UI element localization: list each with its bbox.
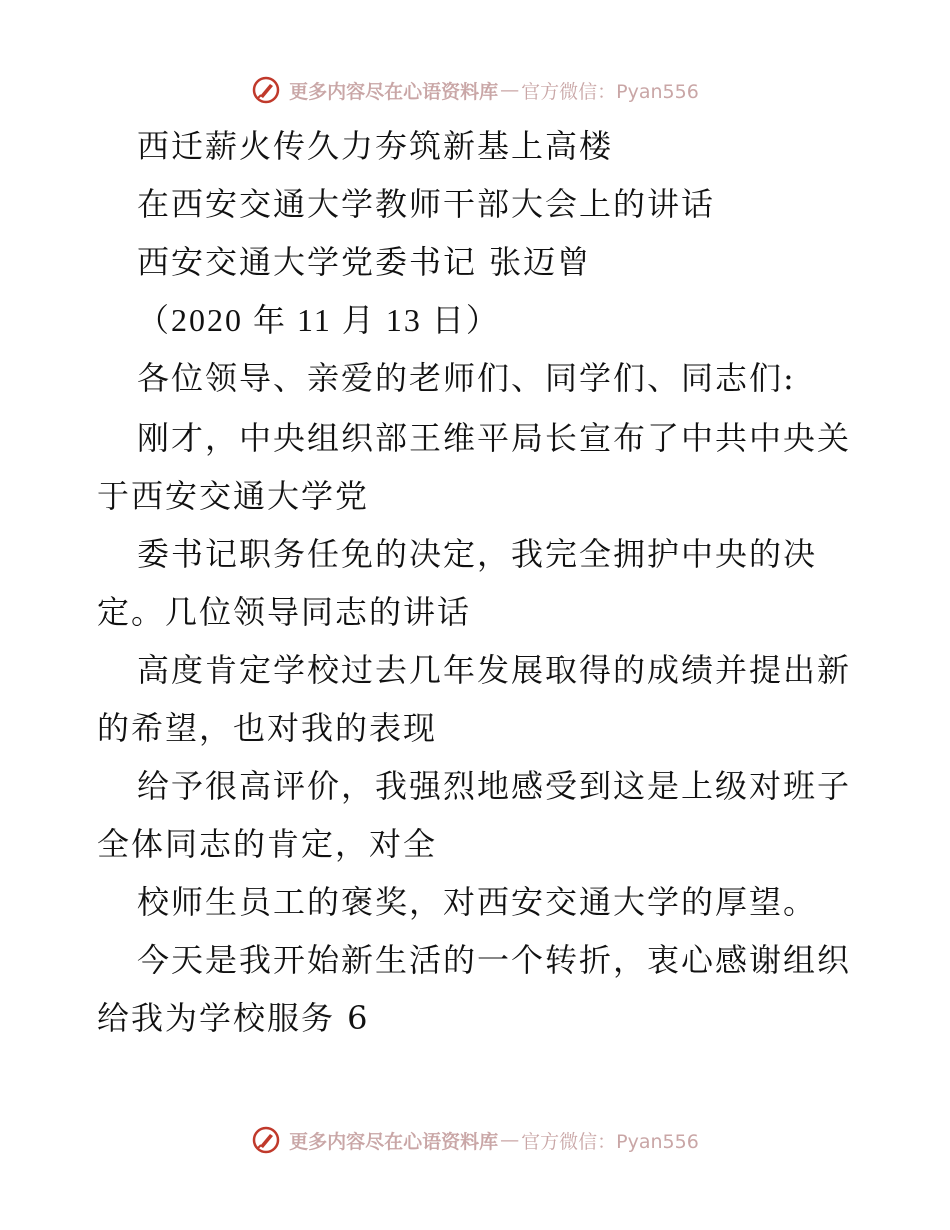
quill-logo-icon [251,75,281,105]
paragraph-line: 给予很高评价，我强烈地感受到这是上级对班子 [137,767,852,805]
banner-main-text: 更多内容尽在心语资料库 [289,80,499,103]
document-subtitle: 在西安交通大学教师干部大会上的讲话 [137,185,716,223]
paragraph-line: 定。几位领导同志的讲话 [97,593,472,631]
paragraph-line: 给我为学校服务 6 [97,999,370,1037]
banner-main-text: 更多内容尽在心语资料库 [289,1130,499,1153]
paragraph-line: 高度肯定学校过去几年发展取得的成绩并提出新 [137,651,852,689]
paragraph-line: 刚才，中央组织部王维平局长宣布了中共中央关 [137,419,852,457]
document-title: 西迁薪火传久力夯筑新基上高楼 [137,127,614,165]
paragraph-line: 今天是我开始新生活的一个转折，衷心感谢组织 [137,941,852,979]
paragraph-line: 于西安交通大学党 [97,477,370,515]
paragraph-line: 的希望，也对我的表现 [97,709,438,747]
paragraph-line: 校师生员工的褒奖，对西安交通大学的厚望。 [137,883,818,921]
document-author: 西安交通大学党委书记 张迈曾 [137,243,592,281]
paragraph-line: 委书记职务任免的决定，我完全拥护中央的决 [137,535,818,573]
document-date: （2020 年 11 月 13 日） [137,302,500,338]
quill-logo-icon [251,1125,281,1155]
banner-separator: — [500,79,520,101]
document-salutation: 各位领导、亲爱的老师们、同学们、同志们: [137,359,796,397]
banner-wechat-text: 官方微信：Pyan556 [521,1130,699,1153]
banner-wechat-text: 官方微信：Pyan556 [521,80,699,103]
banner-separator: — [500,1129,520,1151]
paragraph-line: 全体同志的肯定，对全 [97,825,438,863]
footer-banner [0,1120,950,1160]
header-banner [0,70,950,110]
